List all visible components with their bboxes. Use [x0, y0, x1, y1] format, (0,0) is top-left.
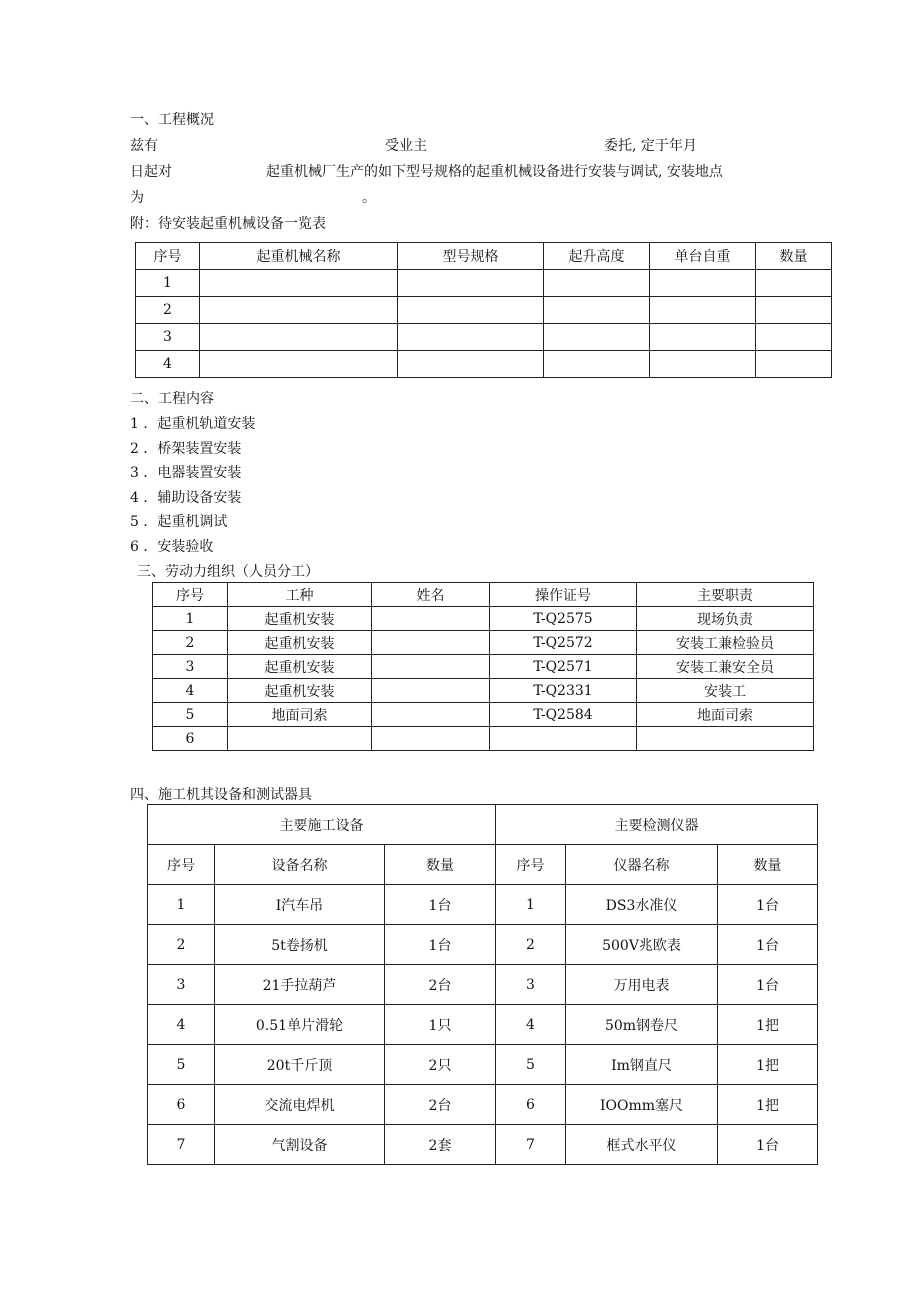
empty-cell [398, 351, 544, 378]
row-index: 2 [136, 297, 200, 324]
empty-cell [200, 270, 398, 297]
header-cell: 序号 [153, 583, 228, 607]
cell: 50m钢卷尺 [566, 1005, 718, 1045]
cell: 1台 [718, 925, 818, 965]
cell: 5 [496, 1045, 566, 1085]
header-cell: 仪器名称 [566, 845, 718, 885]
table-header-row [136, 243, 832, 270]
cell: 1台 [718, 885, 818, 925]
labor-table [152, 582, 814, 751]
cell: 2 [153, 631, 228, 655]
table-header-row [153, 583, 814, 607]
cell: 3 [148, 965, 215, 1005]
intro-line3-b: 。 [362, 190, 376, 206]
header-cell: 序号 [148, 845, 215, 885]
cell: T-Q2571 [490, 655, 637, 679]
cell: 气割设备 [215, 1125, 385, 1165]
cell: 2台 [385, 965, 496, 1005]
cell: Im钢直尺 [566, 1045, 718, 1085]
cell [637, 727, 814, 751]
cell: 1台 [385, 885, 496, 925]
table-row [148, 1005, 818, 1045]
cell: 1 [496, 885, 566, 925]
cell: 2 [148, 925, 215, 965]
table-row [136, 297, 832, 324]
cell: 5 [153, 703, 228, 727]
intro-line3-a: 为 [130, 190, 144, 206]
cell: 500V兆欧表 [566, 925, 718, 965]
header-cell: 序号 [136, 243, 200, 270]
table-row [153, 655, 814, 679]
cell: T-Q2575 [490, 607, 637, 631]
row-index: 4 [136, 351, 200, 378]
work-item: 3 ．电器装置安装 [130, 465, 242, 481]
empty-cell [650, 297, 756, 324]
cell: 交流电焊机 [215, 1085, 385, 1125]
empty-cell [398, 324, 544, 351]
header-cell: 单台自重 [650, 243, 756, 270]
table-row [153, 607, 814, 631]
header-cell: 工种 [228, 583, 372, 607]
cell: 1台 [385, 925, 496, 965]
header-cell: 数量 [756, 243, 832, 270]
cell: 7 [148, 1125, 215, 1165]
cell [228, 727, 372, 751]
cell: I汽车吊 [215, 885, 385, 925]
empty-cell [544, 297, 650, 324]
empty-cell [756, 270, 832, 297]
cell: 1把 [718, 1085, 818, 1125]
cell: 6 [148, 1085, 215, 1125]
section4-heading: 四、施工机其设备和测试器具 [130, 787, 312, 803]
empty-cell [200, 324, 398, 351]
appendix-title: 附：待安装起重机械设备一览表 [130, 216, 326, 232]
cell [372, 679, 490, 703]
cell: T-Q2572 [490, 631, 637, 655]
cell: 5t卷扬机 [215, 925, 385, 965]
cell: 6 [153, 727, 228, 751]
work-item: 1 ．起重机轨道安装 [130, 416, 256, 432]
table-row [148, 1045, 818, 1085]
intro-line1-c: 委托, 定于年月 [604, 138, 697, 154]
cell: 20t千斤顶 [215, 1045, 385, 1085]
cell: 起重机安装 [228, 607, 372, 631]
empty-cell [756, 351, 832, 378]
intro-line1-b: 受业主 [385, 138, 427, 154]
empty-cell [756, 324, 832, 351]
section2-heading: 二、工程内容 [130, 391, 214, 407]
cell: 万用电表 [566, 965, 718, 1005]
empty-cell [200, 351, 398, 378]
work-item: 6 ．安装验收 [130, 539, 214, 555]
table-row [136, 351, 832, 378]
cell: 地面司索 [637, 703, 814, 727]
table-row [136, 324, 832, 351]
header-cell: 姓名 [372, 583, 490, 607]
work-item: 4 ．辅助设备安装 [130, 490, 242, 506]
header-cell: 设备名称 [215, 845, 385, 885]
header-cell: 数量 [718, 845, 818, 885]
intro-line1-a: 兹有 [130, 138, 158, 154]
cell: 7 [496, 1125, 566, 1165]
tools-table [147, 804, 818, 1165]
cell: 3 [496, 965, 566, 1005]
cell: 1把 [718, 1005, 818, 1045]
table-row [148, 885, 818, 925]
cell: T-Q2331 [490, 679, 637, 703]
empty-cell [650, 351, 756, 378]
table-row [148, 1125, 818, 1165]
cell: 框式水平仪 [566, 1125, 718, 1165]
cell [372, 631, 490, 655]
header-cell: 型号规格 [398, 243, 544, 270]
row-index: 1 [136, 270, 200, 297]
equipment-list-table [135, 242, 832, 378]
cell [372, 607, 490, 631]
cell: 现场负责 [637, 607, 814, 631]
empty-cell [544, 270, 650, 297]
empty-cell [398, 270, 544, 297]
cell: 4 [148, 1005, 215, 1045]
empty-cell [200, 297, 398, 324]
cell: 地面司索 [228, 703, 372, 727]
cell: 2只 [385, 1045, 496, 1085]
header-cell: 序号 [496, 845, 566, 885]
empty-cell [544, 351, 650, 378]
row-index: 3 [136, 324, 200, 351]
table-row [153, 703, 814, 727]
cell: 21手拉葫芦 [215, 965, 385, 1005]
section3-heading: 三、劳动力组织（人员分工） [137, 564, 319, 580]
cell: 安装工 [637, 679, 814, 703]
work-item: 5 ．起重机调试 [130, 514, 228, 530]
cell: 1 [148, 885, 215, 925]
cell: 1 [153, 607, 228, 631]
cell: 2台 [385, 1085, 496, 1125]
group-header-construction: 主要施工设备 [148, 805, 496, 845]
cell: 起重机安装 [228, 631, 372, 655]
cell: 6 [496, 1085, 566, 1125]
empty-cell [756, 297, 832, 324]
table-row [153, 679, 814, 703]
cell [372, 655, 490, 679]
cell [372, 703, 490, 727]
table-header-row [148, 845, 818, 885]
table-row [148, 925, 818, 965]
cell: 安装工兼检验员 [637, 631, 814, 655]
cell: 起重机安装 [228, 655, 372, 679]
empty-cell [398, 297, 544, 324]
header-cell: 起升高度 [544, 243, 650, 270]
group-header-instruments: 主要检测仪器 [496, 805, 818, 845]
cell: 2套 [385, 1125, 496, 1165]
table-row [148, 1085, 818, 1125]
header-cell: 起重机械名称 [200, 243, 398, 270]
header-cell: 操作证号 [490, 583, 637, 607]
empty-cell [544, 324, 650, 351]
group-header-row [148, 805, 818, 845]
work-item: 2 ．桥架装置安装 [130, 441, 242, 457]
cell: 3 [153, 655, 228, 679]
cell: 2 [496, 925, 566, 965]
table-row [136, 270, 832, 297]
table-row [153, 631, 814, 655]
cell: 1台 [718, 1125, 818, 1165]
header-cell: 主要职责 [637, 583, 814, 607]
cell: 1把 [718, 1045, 818, 1085]
cell: IOOmm塞尺 [566, 1085, 718, 1125]
cell: 5 [148, 1045, 215, 1085]
cell: 起重机安装 [228, 679, 372, 703]
table-row [153, 727, 814, 751]
cell: 0.51单片滑轮 [215, 1005, 385, 1045]
cell: 4 [496, 1005, 566, 1045]
cell [490, 727, 637, 751]
cell: DS3水准仪 [566, 885, 718, 925]
empty-cell [650, 324, 756, 351]
table-row [148, 965, 818, 1005]
intro-line2-b: 起重机械厂生产的如下型号规格的起重机械设备进行安装与调试, 安装地点 [266, 164, 723, 180]
cell: 1只 [385, 1005, 496, 1045]
intro-line2-a: 日起对 [130, 164, 172, 180]
section1-heading: 一、工程概况 [130, 112, 214, 128]
cell: 1台 [718, 965, 818, 1005]
cell: 安装工兼安全员 [637, 655, 814, 679]
cell [372, 727, 490, 751]
header-cell: 数量 [385, 845, 496, 885]
cell: T-Q2584 [490, 703, 637, 727]
cell: 4 [153, 679, 228, 703]
empty-cell [650, 270, 756, 297]
